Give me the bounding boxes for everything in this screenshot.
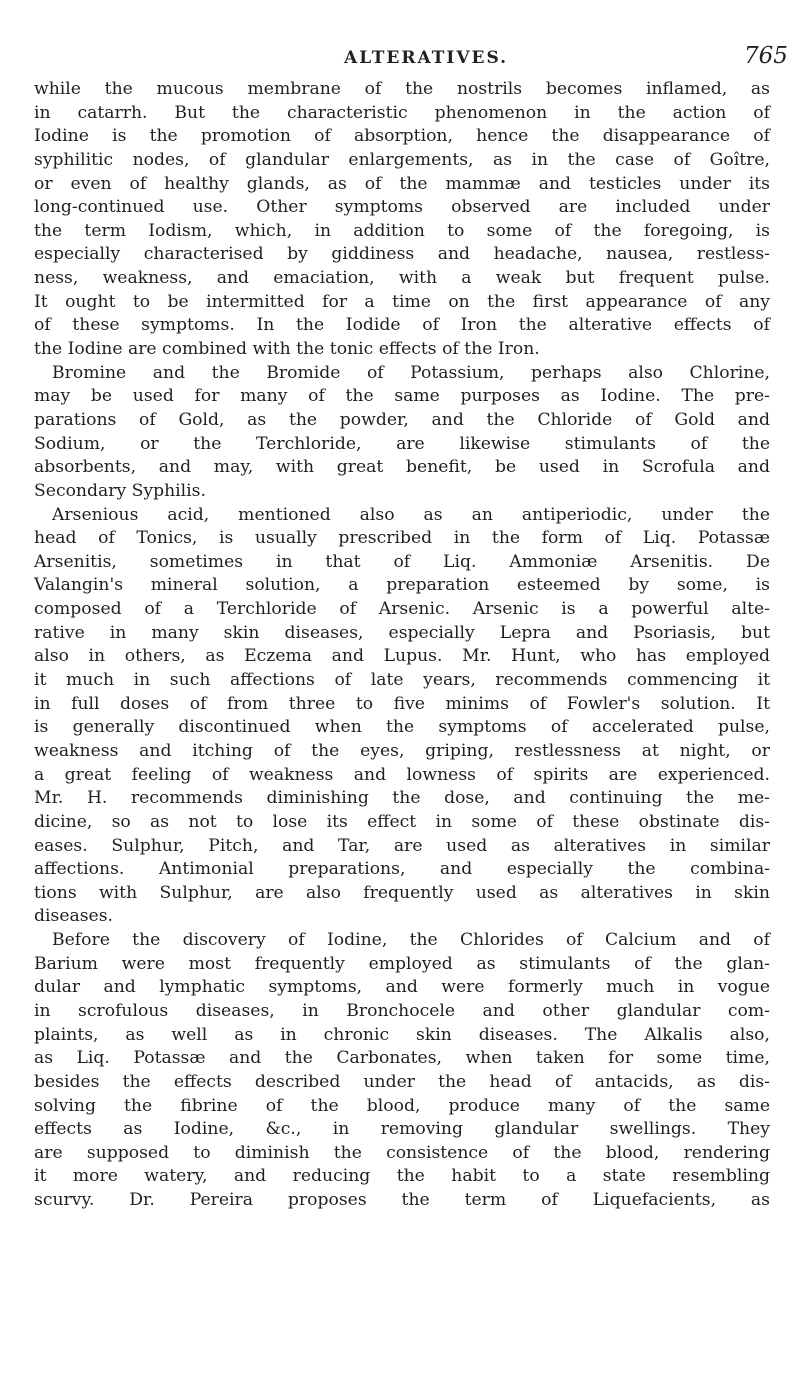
text-line: besides the effects described under the head of antacids, as dis- (34, 1071, 770, 1092)
text-line: are supposed to diminish the consistence of the blood, rendering (34, 1142, 770, 1163)
text-line: a great feeling of weakness and lowness of spirits are experienced. (34, 764, 770, 785)
text-line: tions with Sulphur, are also frequently used as alteratives in skin (34, 882, 770, 903)
text-line: it much in such affections of late years, recommends commencing it (34, 670, 770, 691)
text-line: may be used for many of the same purposes as Iodine. The pre- (34, 386, 770, 407)
text-line: of these symptoms. In the Iodide of Iron the alterative effects of (34, 315, 770, 336)
text-line: the term Iodism, which, in addition to some of the foregoing, is (34, 220, 770, 241)
text-line: or even of healthy glands, as of the mammæ and testicles under its (34, 173, 770, 194)
text-line: in catarrh. But the characteristic phenomenon in the action of (34, 102, 770, 123)
text-line: Sodium, or the Terchloride, are likewise stimulants of the (34, 433, 770, 454)
text-line: in scrofulous diseases, in Bronchocele and other glandular com- (34, 1000, 770, 1021)
text-line: Bromine and the Bromide of Potassium, perhaps also Chlorine, (52, 362, 770, 383)
text-line: dicine, so as not to lose its effect in some of these obstinate dis- (34, 811, 770, 832)
text-line: syphilitic nodes, of glandular enlargements, as in the case of Goître, (34, 149, 770, 170)
text-line: solving the fibrine of the blood, produce many of the same (34, 1095, 770, 1116)
text-line: head of Tonics, is usually prescribed in the form of Liq. Potassæ (34, 528, 770, 549)
text-line: Iodine is the promotion of absorption, hence the disappearance of (34, 126, 770, 147)
text-line: Barium were most frequently employed as stimulants of the glan- (34, 953, 770, 974)
text-line: dular and lymphatic symptoms, and were formerly much in vogue (34, 977, 770, 998)
body-text (34, 78, 770, 1213)
text-line: Arsenitis, sometimes in that of Liq. Ammoniæ Arsenitis. De (34, 551, 770, 572)
text-line: Mr. H. recommends diminishing the dose, and continuing the me- (34, 788, 770, 809)
text-line: long-continued use. Other symptoms observed are included under (34, 197, 770, 218)
text-line: eases. Sulphur, Pitch, and Tar, are used as alteratives in similar (34, 835, 770, 856)
text-line: absorbents, and may, with great benefit, be used in Scrofula and (34, 457, 770, 478)
text-line: rative in many skin diseases, especially Lepra and Psoriasis, but (34, 622, 770, 643)
text-line: effects as Iodine, &c., in removing glandular swellings. They (34, 1119, 770, 1140)
running-title: ALTERATIVES. (344, 48, 509, 68)
text-line: especially characterised by giddiness and headache, nausea, restless- (34, 244, 770, 265)
text-line: it more watery, and reducing the habit to a state resembling (34, 1166, 770, 1187)
text-line: ness, weakness, and emaciation, with a weak but frequent pulse. (34, 268, 770, 289)
text-line: weakness and itching of the eyes, griping, restlessness at night, or (34, 740, 770, 761)
text-line: plaints, as well as in chronic skin diseases. The Alkalis also, (34, 1024, 770, 1045)
text-line: It ought to be intermitted for a time on the first appearance of any (34, 291, 770, 312)
text-line: Arsenious acid, mentioned also as an antiperiodic, under the (52, 504, 770, 525)
page-number: 765 (744, 43, 788, 69)
text-line: affections. Antimonial preparations, and especially the combina- (34, 859, 770, 880)
text-line: parations of Gold, as the powder, and the Chloride of Gold and (34, 409, 770, 430)
text-line: Valangin's mineral solution, a preparation esteemed by some, is (34, 575, 770, 596)
text-line: as Liq. Potassæ and the Carbonates, when taken for some time, (34, 1048, 770, 1069)
text-line: also in others, as Eczema and Lupus. Mr. Hunt, who has employed (34, 646, 770, 667)
text-line: is generally discontinued when the symptoms of accelerated pulse, (34, 717, 770, 738)
text-line: Before the discovery of Iodine, the Chlorides of Calcium and of (52, 930, 770, 951)
text-line: Secondary Syphilis. (34, 480, 206, 501)
text-line: diseases. (34, 906, 114, 927)
text-line: scurvy. Dr. Pereira proposes the term of Liquefacients, as (34, 1190, 770, 1211)
text-line: in full doses of from three to five minims of Fowler's solution. It (34, 693, 770, 714)
text-line: while the mucous membrane of the nostrils becomes inflamed, as (34, 79, 770, 99)
text-line: composed of a Terchloride of Arsenic. Arsenic is a powerful alte- (34, 599, 770, 620)
text-line: the Iodine are combined with the tonic effects of the Iron. (34, 339, 540, 360)
